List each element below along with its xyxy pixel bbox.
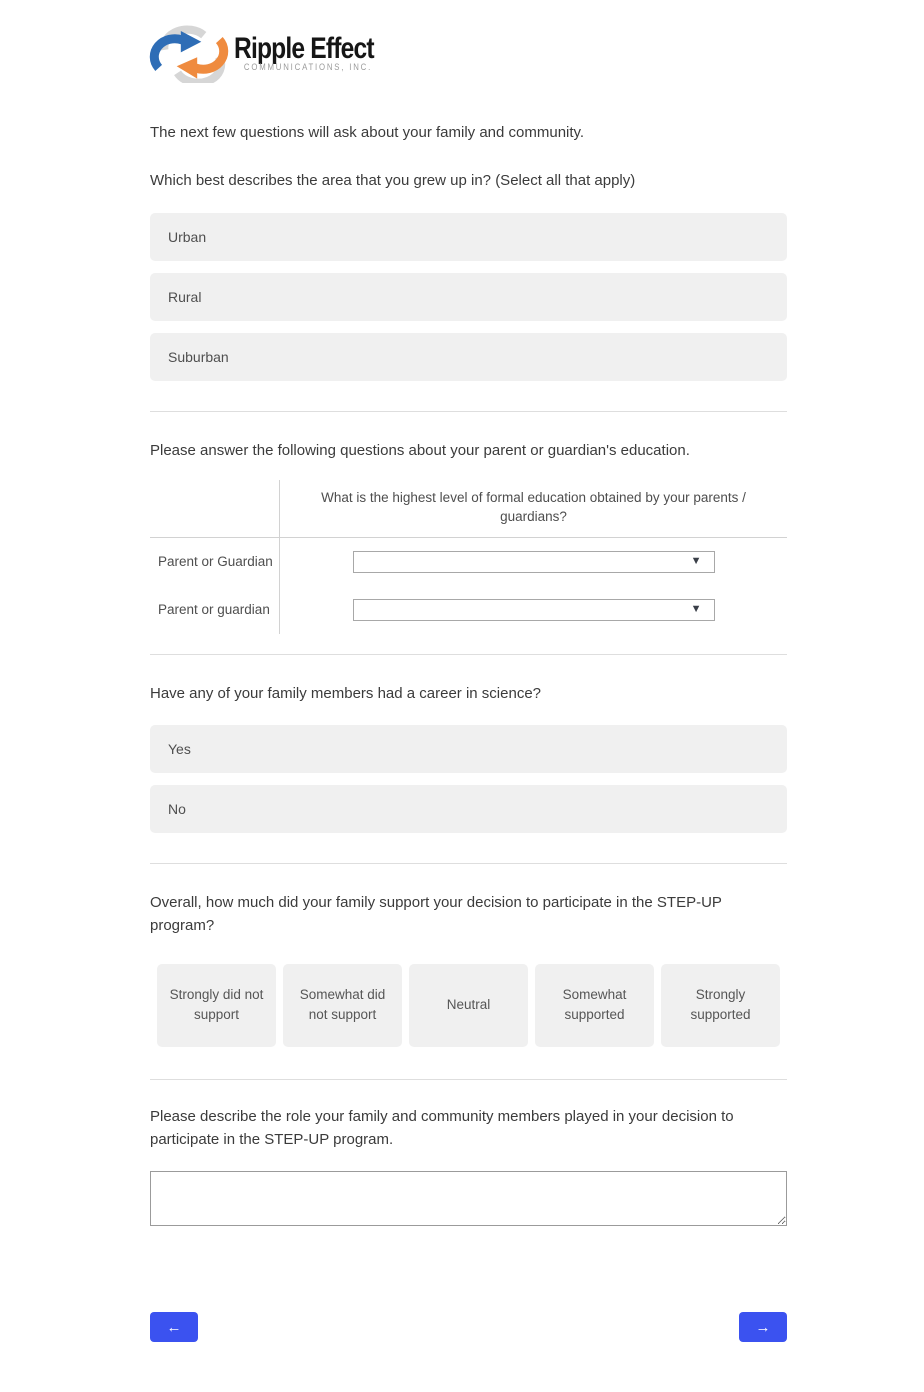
choice-label: Yes [168,741,191,758]
likert-strongly-did-not-support[interactable] [157,964,276,1047]
matrix-cell [279,538,787,586]
matrix-row-parent-2 [150,586,787,634]
question-family-career [150,682,787,833]
matrix-row-parent-1 [150,538,787,586]
likert-strongly-supported[interactable] [661,964,780,1047]
choice-urban[interactable] [150,213,787,261]
question-text-area: Which best describes the area that you grew up in? (Select all that apply) [150,172,636,190]
dropdown-arrow-icon: ▼ [690,603,702,616]
choice-label: No [168,801,186,818]
survey-content [150,121,787,1342]
logo-subtitle: COMMUNICATIONS, INC. [243,62,373,73]
navigation-bar [150,1312,787,1342]
matrix-corner-cell [150,480,279,537]
support-likert-scale [150,964,787,1047]
section-divider [150,411,787,412]
question-text-education: Please answer the following questions about your parent or guardian's education. [150,441,690,459]
choice-label: Rural [168,288,202,305]
question-describe-role [150,1105,787,1227]
likert-somewhat-supported[interactable] [535,964,654,1047]
back-button[interactable] [150,1312,198,1342]
likert-label: Neutral [446,997,491,1012]
next-button[interactable] [739,1312,787,1342]
likert-label: Somewhat did not support [299,986,386,1023]
logo-brand-name: Ripple Effect [234,32,374,65]
logo [148,25,924,83]
matrix-column-header: What is the highest level of formal education obtained by your parents / guardians? [279,480,787,537]
logo-text [234,34,374,73]
choice-label: Urban [168,228,207,245]
section-divider [150,863,787,864]
likert-label: Strongly supported [690,986,751,1023]
question-text-support: Overall, how much did your family support your decision to participate in the STEP-UP program? [150,894,722,935]
matrix-header-row [150,480,787,538]
question-parent-education [150,439,787,634]
education-matrix-table [150,480,787,634]
section-divider [150,1079,787,1080]
matrix-row-label: Parent or guardian [158,601,270,617]
likert-somewhat-did-not-support[interactable] [283,964,402,1047]
question-text-career: Have any of your family members had a career in science? [150,684,542,702]
choice-rural[interactable] [150,273,787,321]
question-family-support [150,891,787,1047]
intro-text: The next few questions will ask about your family and community. [150,124,585,141]
choice-label: Suburban [168,348,229,365]
ripple-effect-logo-icon [148,25,230,83]
arrow-right-icon: → [755,1318,771,1336]
arrow-left-icon: ← [166,1318,182,1336]
likert-label: Strongly did not support [169,986,264,1023]
choice-suburban[interactable] [150,333,787,381]
matrix-cell [279,586,787,634]
section-divider [150,654,787,655]
describe-role-textarea[interactable] [150,1171,787,1226]
question-area-grew-up [150,169,787,380]
matrix-row-label: Parent or Guardian [158,553,273,569]
education-dropdown-2[interactable] [353,599,715,621]
area-choice-list [150,213,787,381]
education-dropdown-1[interactable] [353,551,715,573]
likert-neutral[interactable] [409,964,528,1047]
likert-label: Somewhat supported [562,986,627,1023]
dropdown-arrow-icon: ▼ [690,555,702,568]
career-choice-list [150,725,787,833]
choice-no[interactable] [150,785,787,833]
choice-yes[interactable] [150,725,787,773]
question-text-describe: Please describe the role your family and community members played in your decision to participate in the STEP-UP program. [150,1107,734,1148]
